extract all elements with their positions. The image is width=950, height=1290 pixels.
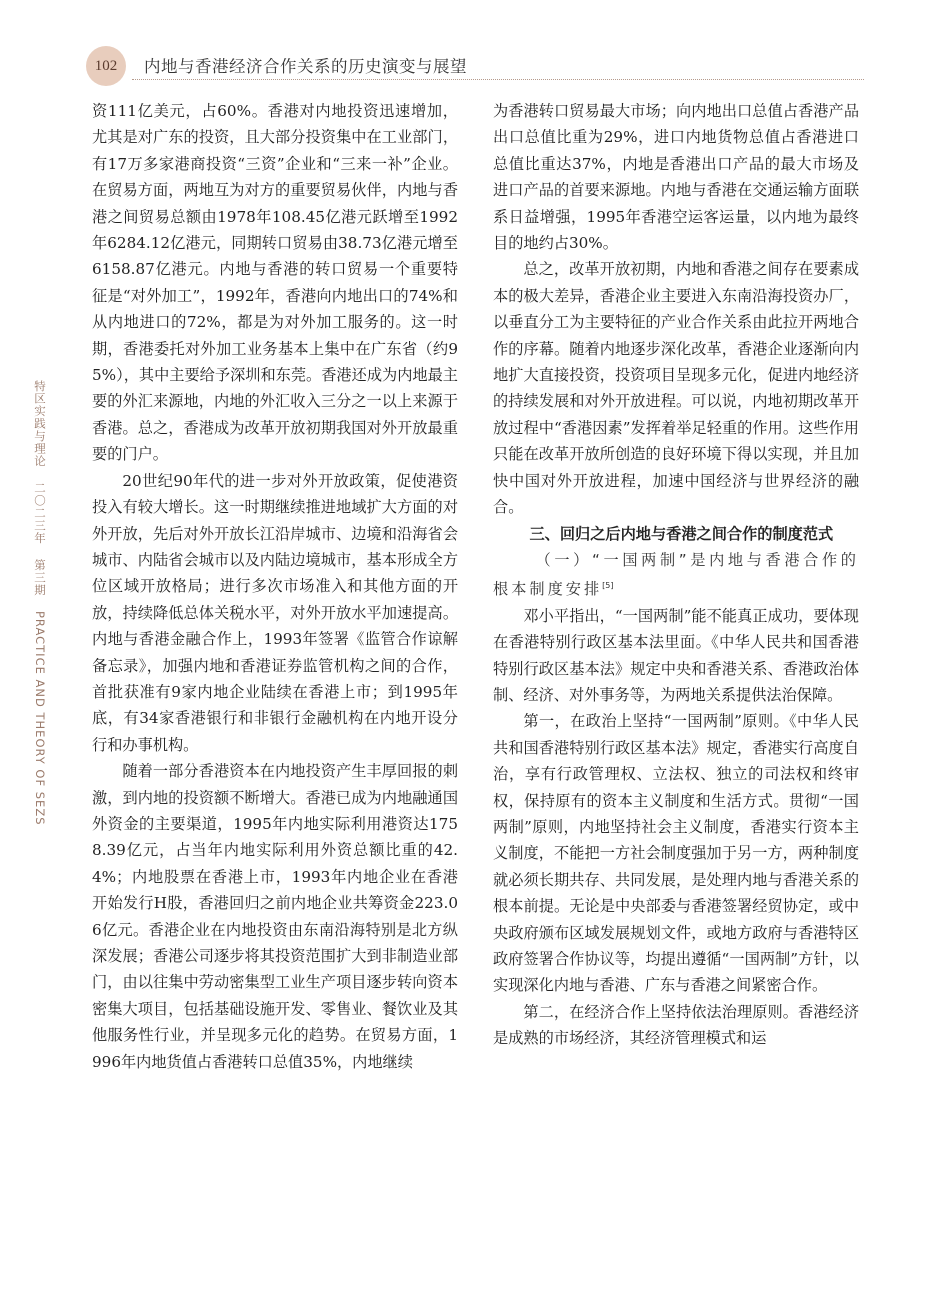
header-divider	[132, 79, 864, 80]
subsection-heading	[493, 547, 859, 603]
journal-year: 二〇二三年	[33, 482, 47, 545]
subsection-heading-text: （一）“一国两制”是内地与香港合作的根本制度安排	[493, 550, 859, 599]
paragraph: 资111亿美元，占60%。香港对内地投资迅速增加，尤其是对广东的投资，且大部分投资集中在工业部门，有17万多家港商投资“三资”企业和“三来一补”企业。在贸易方面，两地互为对方的重要贸易伙伴，内地与香港之间贸易总额由1978年108.45亿港元跃增至1992年6284.12亿港元，同期转口贸易由38.73亿港元增至6158.87亿港元。内地与香港的转口贸易一个重要特征是“对外加工”，1992年，香港向内地出口的74%和从内地进口的72%，都是为对外加工服务的。这一时期，香港委托对外加工业务基本上集中在广东省（约95%），其中主要给予深圳和东莞。香港还成为内地最主要的外汇来源地，内地的外汇收入三分之一以上来源于香港。总之，香港成为改革开放初期我国对外开放最重要的门户。	[92, 102, 458, 464]
paragraph: 邓小平指出，“一国两制”能不能真正成功，要体现在香港特别行政区基本法里面。《中华人民共和国香港特别行政区基本法》规定中央和香港关系、香港政治体制、经济、对外事务等，为两地关系提供法治保障。	[493, 606, 859, 704]
journal-issue: 第三期	[33, 559, 47, 597]
page-number: 102	[86, 46, 126, 86]
journal-title-cn: 特区实践与理论	[33, 380, 47, 468]
page-header	[86, 46, 864, 86]
right-column	[493, 98, 859, 1052]
paragraph: 第一，在政治上坚持“一国两制”原则。《中华人民共和国香港特别行政区基本法》规定，香港实行高度自治，享有行政管理权、立法权、独立的司法权和终审权，保持原有的资本主义制度和生活方式。贯彻“一国两制”原则，内地坚持社会主义制度，香港实行资本主义制度，不能把一方社会制度强加于另一方，两种制度就必须长期共存、共同发展，是处理内地与香港关系的根本前提。无论是中央部委与香港签署经贸协定，或中央政府颁布区域发展规划文件，或地方政府与香港特区政府签署合作协议等，均提出遵循“一国两制”方针，以实现深化内地与香港、广东与香港之间紧密合作。	[493, 712, 859, 995]
paragraph: 总之，改革开放初期，内地和香港之间存在要素成本的极大差异，香港企业主要进入东南沿海投资办厂，以垂直分工为主要特征的产业合作关系由此拉开两地合作的序幕。随着内地逐步深化改革，香港企业逐渐向内地扩大直接投资，投资项目呈现多元化，促进内地经济的持续发展和对外开放进程。可以说，内地初期改革开放过程中“香港因素”发挥着举足轻重的作用。这些作用只能在改革开放所创造的良好环境下得以实现，并且加快中国对外开放进程，加速中国经济与世界经济的融合。	[493, 260, 859, 517]
citation-ref: [5]	[602, 581, 614, 591]
left-column	[92, 98, 458, 1075]
paragraph: 为香港转口贸易最大市场；向内地出口总值占香港产品出口总值比重为29%，进口内地货物总值占香港进口总值比重达37%，内地是香港出口产品的最大市场及进口产品的首要来源地。内地与香港在交通运输方面联系日益增强，1995年香港空运客运量，以内地为最终目的地约占30%。	[493, 102, 859, 253]
journal-sidebar	[24, 380, 48, 836]
paragraph: 第二，在经济合作上坚持依法治理原则。香港经济是成熟的市场经济，其经济管理模式和运	[493, 1002, 859, 1048]
paragraph: 随着一部分香港资本在内地投资产生丰厚回报的刺激，到内地的投资额不断增大。香港已成为内地融通国外资金的主要渠道，1995年内地实际利用港资达1758.39亿元，占当年内地实际利用外资总额比重的42.4%；内地股票在香港上市，1993年内地企业在香港开始发行H股，香港回归之前内地企业共筹资金223.06亿元。香港企业在内地投资由东南沿海特别是北方纵深发展；香港公司逐步将其投资范围扩大到非制造业部门，由以往集中劳动密集型工业生产项目逐步转向资本密集大项目，包括基础设施开发、零售业、餐饮业及其他服务性行业，并呈现多元化的趋势。在贸易方面，1996年内地货值占香港转口总值35%，内地继续	[92, 762, 458, 1071]
section-heading: 三、回归之后内地与香港之间合作的制度范式	[529, 524, 834, 543]
journal-title-en: PRACTICE AND THEORY OF SEZS	[33, 611, 47, 826]
running-title: 内地与香港经济合作关系的历史演变与展望	[144, 57, 467, 76]
paragraph: 20世纪90年代的进一步对外开放政策，促使港资投入有较大增长。这一时期继续推进地域扩大方面的对外开放，先后对外开放长江沿岸城市、边境和沿海省会城市、内陆省会城市以及内陆边境城市，基本形成全方位区域开放格局；进行多次市场准入和其他方面的开放，持续降低总体关税水平，对外开放水平加速提高。内地与香港金融合作上，1993年签署《监管合作谅解备忘录》，加强内地和香港证券监管机构之间的合作，首批获准有9家内地企业陆续在香港上市；到1995年底，有34家香港银行和非银行金融机构在内地开设分行和办事机构。	[92, 471, 458, 754]
